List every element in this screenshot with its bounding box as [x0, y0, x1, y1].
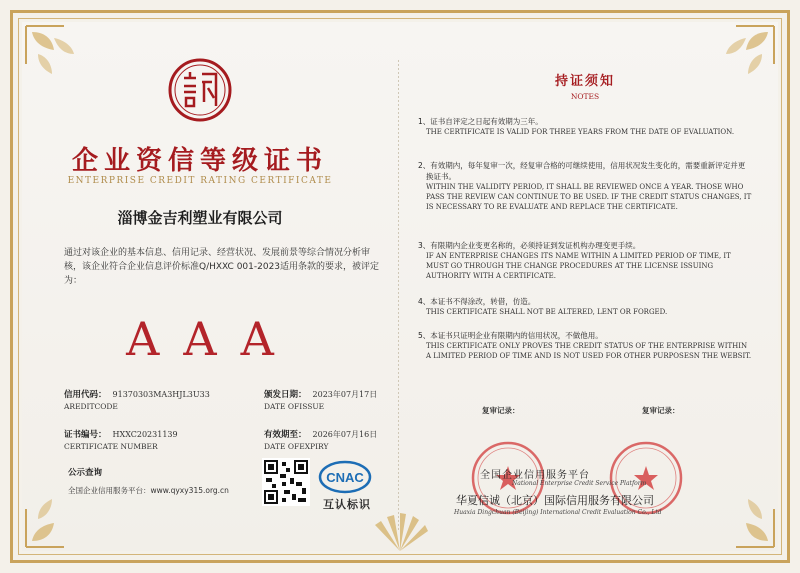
issuer-1-name: 全国企业信用服务平台 — [480, 470, 590, 481]
issuer-2-name: 华夏信诚（北京）国际信用服务有限公司 — [456, 494, 654, 507]
issue-date-label: 颁发日期： — [264, 390, 307, 400]
corner-ornament-icon — [24, 24, 94, 94]
credit-seal-logo-icon — [168, 58, 232, 122]
intro-paragraph: 通过对该企业的基本信息、信用记录、经营状况、发展前景等综合情况分析审核，该企业符合企业信息评价标准Q/HXXC 001-2023适用条款的要求，被评定为： — [64, 248, 380, 286]
note-text-en: THIS CERTIFICATE ONLY PROVES THE CREDIT STATUS OF THE ENTERPRISE WITHIN A LIMITED PERIOD OF TIME AND IS NOT USED FOR OTHER PURPOSESN THE WEBSIT. — [426, 342, 752, 360]
issue-date-label-en: DATE OFISSUE — [264, 402, 325, 411]
issue-date-value: 2023年07月17日 — [312, 390, 378, 399]
note-text-en: IF AN ENTERPRISE CHANGES ITS NAME WITHIN A LIMITED PERIOD OF TIME, IT MUST GO THROUGH THE CHANGE PROCEDURES AT THE LICENSE ISSUING AUTHORITY WITH A CERTIFICATE. — [426, 252, 731, 280]
cnac-logo-icon — [318, 460, 372, 494]
review-record-label-1: 复审记录： — [482, 406, 520, 415]
public-query-link[interactable]: 全国企业信用服务平台：www.qyxy315.org.cn — [68, 486, 229, 495]
mutual-recognition-label: 互认标识 — [323, 498, 371, 511]
note-text-en: WITHIN THE VALIDITY PERIOD, IT SHALL BE REVIEWED ONCE A YEAR. THOSE WHO PASS THE REVIEW CAN CONTINUE TO BE USED. IF THE CREDIT STATUS CHANGES, IT IS NECESSARY TO RE EVALUATE AND REPLACE THE CERTIFICATE. — [426, 183, 752, 211]
issue-date-field — [264, 388, 377, 411]
note-text-cn: 5、本证书只证明企业有限期内的信用状况，不做他用。 — [418, 331, 603, 340]
bottom-fan-ornament-icon — [365, 511, 435, 551]
note-text-cn: 3、有限期内企业变更名称的，必须持证到发证机构办理变更手续。 — [418, 241, 641, 250]
notes-title-cn: 持证须知 — [554, 74, 615, 89]
expiry-date-value: 2026年07月16日 — [312, 430, 378, 439]
cert-number-label: 证书编号： — [64, 430, 107, 440]
note-text-cn: 1、证书自评定之日起有效期为三年。 — [418, 117, 543, 126]
cert-number-field — [64, 428, 178, 451]
expiry-date-field — [264, 428, 377, 451]
note-text-cn: 2、有效期内，每年复审一次，经复审合格的可继续使用，信用状况发生变化的，需要重新评定并更换证书。 — [418, 161, 746, 181]
note-item — [412, 330, 752, 361]
note-text-en: THE CERTIFICATE IS VALID FOR THREE YEARS FROM THE DATE OF EVALUATION. — [426, 128, 735, 136]
issuer-1-name-en: National Enterprise Credit Service Platform — [512, 480, 647, 487]
certificate-title-en: ENTERPRISE CREDIT RATING CERTIFICATE — [67, 176, 333, 186]
certificate-title-cn: 企业资信等级证书 — [71, 146, 328, 176]
credit-code-field — [64, 388, 210, 411]
review-record-label-2: 复审记录： — [642, 406, 680, 415]
note-text-en: THIS CERTIFICATE SHALL NOT BE ALTERED, LENT OR FORGED. — [426, 308, 668, 316]
cert-number-label-en: CERTIFICATE NUMBER — [64, 442, 158, 451]
credit-code-label-en: AREDITCODE — [64, 402, 118, 411]
note-text-cn: 4、本证书不得涂改，转借，仿造。 — [418, 297, 536, 306]
note-item — [412, 160, 752, 212]
cnac-logo-text: CNAC — [326, 470, 364, 485]
qr-code-icon[interactable] — [262, 458, 310, 506]
expiry-date-label-en: DATE OFEXPIRY — [264, 442, 329, 451]
center-divider — [398, 60, 399, 530]
credit-code-value: 91370303MA3HJL3U33 — [112, 390, 210, 399]
expiry-date-label: 有效期至： — [264, 430, 307, 440]
public-query-title: 公示查询 — [68, 468, 103, 478]
company-name: 淄博金吉利塑业有限公司 — [117, 209, 283, 227]
note-item — [412, 296, 752, 317]
credit-code-label: 信用代码： — [64, 390, 107, 400]
cert-number-value: HXXC20231139 — [112, 430, 178, 439]
note-item — [412, 116, 752, 137]
corner-ornament-icon — [706, 479, 776, 549]
issuer-2-name-en: Huaxia Dingchuan (Beijing) International Credit Evaluation Co., Ltd — [454, 509, 662, 516]
note-item — [412, 240, 752, 281]
notes-title-en: NOTES — [570, 92, 600, 101]
credit-rating: AAA — [126, 312, 298, 366]
